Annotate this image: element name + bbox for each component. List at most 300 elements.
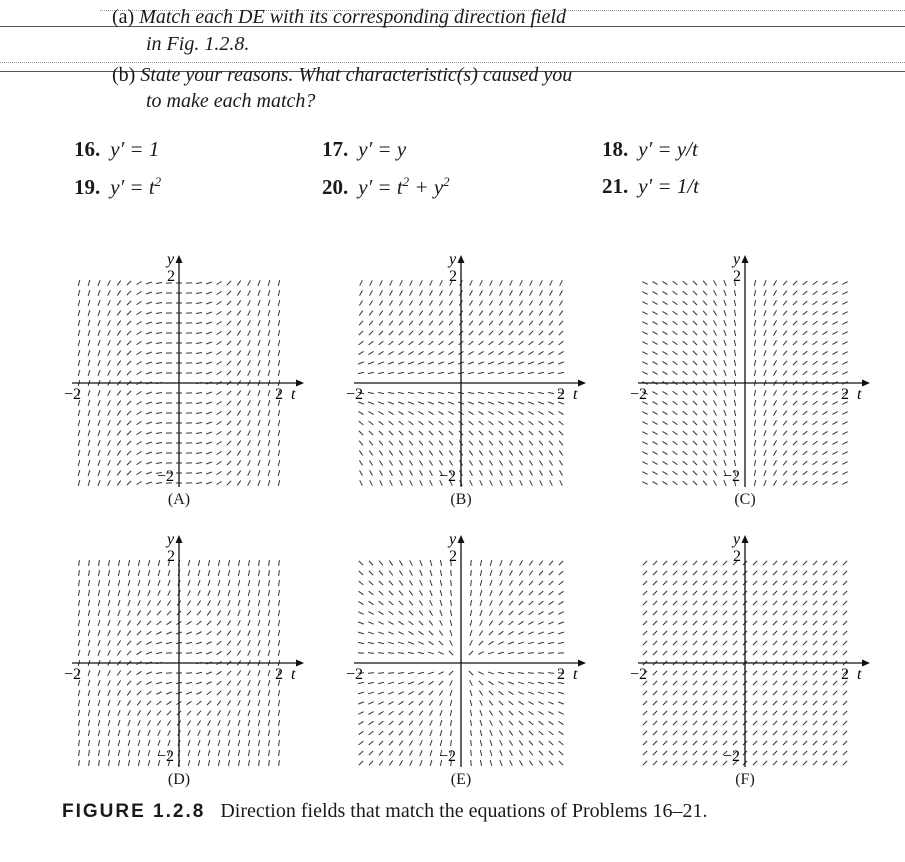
slope-segment bbox=[136, 471, 141, 474]
slope-segment bbox=[419, 701, 423, 705]
slope-segment bbox=[368, 411, 373, 414]
slope-segment bbox=[773, 571, 777, 575]
slope-segment bbox=[813, 301, 818, 304]
slope-segment bbox=[378, 702, 383, 705]
slope-segment bbox=[723, 601, 727, 605]
slope-segment bbox=[227, 671, 231, 675]
slope-segment bbox=[369, 591, 374, 595]
slope-segment bbox=[237, 311, 240, 316]
slope-segment bbox=[508, 402, 514, 404]
slope-segment bbox=[549, 761, 553, 765]
slope-segment bbox=[258, 330, 260, 336]
slope-segment bbox=[118, 580, 119, 586]
slope-segment bbox=[559, 591, 564, 594]
slope-segment bbox=[117, 291, 120, 296]
slope-segment bbox=[713, 300, 716, 305]
slope-segment bbox=[843, 711, 847, 715]
slope-segment bbox=[228, 750, 229, 756]
slope-segment bbox=[258, 620, 260, 626]
slope-segment bbox=[359, 731, 364, 734]
slope-segment bbox=[419, 441, 423, 446]
slope-segment bbox=[127, 311, 131, 315]
slope-segment bbox=[822, 351, 827, 354]
slope-segment bbox=[793, 351, 797, 355]
slope-segment bbox=[713, 340, 716, 345]
slope-segment bbox=[539, 581, 543, 585]
slope-segment bbox=[399, 581, 403, 586]
slope-segment bbox=[208, 750, 210, 756]
problem-17 bbox=[322, 137, 406, 162]
slope-segment bbox=[188, 580, 190, 586]
slope-segment bbox=[359, 751, 363, 755]
slope-segment bbox=[469, 651, 473, 655]
slope-segment bbox=[499, 611, 503, 616]
slope-segment bbox=[78, 600, 79, 606]
slope-segment bbox=[369, 561, 373, 565]
slope-segment bbox=[216, 291, 221, 294]
slope-segment bbox=[653, 701, 657, 705]
slope-segment bbox=[530, 470, 533, 475]
slope-segment bbox=[642, 482, 647, 485]
slope-segment bbox=[803, 731, 807, 735]
slope-segment bbox=[146, 312, 152, 314]
slope-segment bbox=[803, 611, 807, 615]
slope-segment bbox=[248, 300, 251, 305]
slope-segment bbox=[389, 341, 394, 345]
slope-segment bbox=[753, 631, 757, 635]
slope-segment bbox=[369, 321, 373, 326]
slope-segment bbox=[813, 741, 817, 745]
t-tick-label: −2 bbox=[346, 666, 364, 683]
slope-segment bbox=[803, 621, 807, 625]
slope-segment bbox=[268, 320, 270, 326]
slope-segment bbox=[478, 351, 483, 354]
slope-segment bbox=[480, 580, 481, 586]
slope-segment bbox=[518, 632, 523, 635]
slope-segment bbox=[207, 611, 211, 616]
slope-segment bbox=[388, 682, 394, 684]
slope-segment bbox=[399, 721, 403, 725]
slope-segment bbox=[196, 652, 202, 653]
slope-segment bbox=[258, 740, 259, 746]
slope-segment bbox=[843, 701, 847, 705]
slope-segment bbox=[390, 280, 393, 285]
slope-segment bbox=[783, 341, 787, 346]
slope-segment bbox=[136, 411, 141, 414]
slope-segment bbox=[429, 701, 433, 706]
slope-segment bbox=[813, 431, 818, 434]
slope-segment bbox=[388, 632, 394, 634]
slope-segment bbox=[673, 461, 678, 464]
slope-segment bbox=[88, 470, 90, 476]
slope-segment bbox=[420, 280, 423, 285]
slope-segment bbox=[418, 351, 423, 354]
slope-segment bbox=[88, 320, 90, 326]
slope-segment bbox=[146, 402, 152, 404]
slope-segment bbox=[653, 561, 657, 565]
slope-segment bbox=[643, 751, 647, 755]
slope-segment bbox=[713, 420, 716, 425]
slope-segment bbox=[258, 720, 259, 726]
slope-segment bbox=[399, 441, 403, 446]
slope-segment bbox=[117, 341, 120, 346]
slope-segment bbox=[408, 682, 414, 684]
slope-segment bbox=[208, 720, 211, 725]
slope-segment bbox=[206, 452, 212, 454]
slope-segment bbox=[127, 441, 131, 445]
slope-segment bbox=[187, 611, 191, 615]
slope-segment bbox=[803, 311, 808, 315]
slope-segment bbox=[408, 631, 413, 634]
slope-segment bbox=[269, 560, 270, 566]
slope-segment bbox=[763, 581, 767, 585]
slope-segment bbox=[369, 460, 372, 465]
slope-segment bbox=[793, 341, 797, 345]
slope-segment bbox=[216, 421, 221, 424]
slope-segment bbox=[228, 760, 229, 766]
slope-segment bbox=[813, 611, 817, 615]
slope-segment bbox=[693, 341, 697, 345]
slope-segment bbox=[128, 610, 131, 615]
slope-segment bbox=[238, 630, 241, 635]
slope-segment bbox=[108, 440, 111, 445]
slope-segment bbox=[196, 313, 202, 314]
slope-segment bbox=[559, 581, 564, 585]
slope-segment bbox=[519, 611, 524, 615]
slope-segment bbox=[278, 440, 279, 446]
slope-segment bbox=[278, 700, 279, 706]
slope-segment bbox=[813, 731, 817, 735]
slope-segment bbox=[724, 450, 726, 456]
slope-segment bbox=[500, 730, 503, 735]
slope-segment bbox=[843, 641, 847, 645]
slope-segment bbox=[823, 651, 827, 655]
slope-segment bbox=[409, 580, 412, 585]
slope-segment bbox=[559, 311, 562, 316]
slope-segment bbox=[754, 420, 755, 426]
slope-segment bbox=[146, 672, 152, 674]
slope-segment bbox=[400, 480, 403, 485]
slope-segment bbox=[117, 391, 120, 396]
slope-segment bbox=[469, 321, 473, 326]
slope-segment bbox=[498, 392, 504, 393]
slope-segment bbox=[471, 560, 472, 566]
slope-segment bbox=[480, 720, 482, 726]
slope-segment bbox=[713, 711, 717, 715]
slope-segment bbox=[216, 481, 221, 484]
slope-segment bbox=[268, 680, 270, 686]
slope-segment bbox=[489, 710, 492, 715]
slope-segment bbox=[538, 351, 543, 354]
slope-segment bbox=[98, 580, 99, 586]
slope-segment bbox=[389, 300, 392, 305]
slope-segment bbox=[429, 431, 433, 435]
slope-segment bbox=[703, 301, 707, 306]
slope-segment bbox=[843, 591, 847, 595]
slope-segment bbox=[450, 620, 451, 626]
slope-segment bbox=[216, 351, 221, 354]
slope-segment bbox=[439, 341, 444, 345]
problem-equation: y′ = 1/t bbox=[638, 174, 700, 198]
rule-2 bbox=[0, 62, 905, 63]
slope-segment bbox=[509, 341, 514, 345]
slope-segment bbox=[127, 471, 131, 475]
slope-segment bbox=[833, 651, 837, 655]
slope-segment bbox=[642, 412, 647, 415]
slope-segment bbox=[549, 431, 553, 435]
slope-segment bbox=[118, 700, 121, 705]
slope-segment bbox=[549, 331, 553, 335]
slope-segment bbox=[508, 411, 513, 414]
slope-segment bbox=[683, 281, 688, 285]
slope-segment bbox=[803, 471, 808, 475]
slope-segment bbox=[813, 621, 817, 625]
slope-segment bbox=[148, 730, 150, 736]
instruction-a-text: Match each DE with its corresponding direction field bbox=[139, 6, 566, 28]
slope-segment bbox=[379, 721, 384, 725]
slope-segment bbox=[490, 590, 492, 596]
slope-segment bbox=[793, 471, 797, 475]
slope-segment bbox=[186, 642, 192, 643]
slope-segment bbox=[713, 651, 717, 655]
slope-segment bbox=[833, 611, 837, 615]
slope-segment bbox=[539, 441, 543, 446]
slope-segment bbox=[216, 301, 221, 304]
slope-segment bbox=[208, 570, 210, 576]
slope-segment bbox=[268, 730, 269, 736]
slope-segment bbox=[673, 611, 677, 615]
slope-segment bbox=[137, 681, 142, 685]
slope-segment bbox=[653, 611, 657, 615]
slope-segment bbox=[783, 421, 787, 426]
slope-segment bbox=[490, 480, 493, 485]
slope-segment bbox=[248, 630, 250, 636]
slope-segment bbox=[693, 631, 697, 635]
slope-segment bbox=[428, 402, 434, 404]
slope-segment bbox=[378, 642, 384, 643]
slope-segment bbox=[519, 441, 523, 446]
slope-segment bbox=[206, 472, 212, 474]
slope-segment bbox=[663, 611, 667, 615]
slope-segment bbox=[793, 671, 797, 675]
slope-segment bbox=[146, 432, 152, 434]
slope-segment bbox=[480, 560, 481, 566]
slope-segment bbox=[652, 412, 657, 415]
slope-segment bbox=[88, 670, 90, 676]
slope-segment bbox=[207, 711, 211, 716]
slope-segment bbox=[237, 421, 240, 426]
slope-segment bbox=[428, 372, 434, 373]
slope-segment bbox=[500, 740, 503, 745]
slope-segment bbox=[399, 451, 402, 456]
slope-segment bbox=[419, 331, 423, 335]
slope-segment bbox=[652, 372, 657, 375]
slope-segment bbox=[237, 371, 240, 376]
slope-segment bbox=[734, 340, 735, 346]
slope-segment bbox=[499, 341, 504, 345]
slope-segment bbox=[764, 370, 766, 376]
slope-segment bbox=[278, 450, 279, 456]
slope-segment bbox=[813, 721, 817, 725]
slope-segment bbox=[642, 302, 647, 305]
slope-segment bbox=[369, 761, 373, 765]
slope-segment bbox=[822, 461, 827, 464]
t-axis-arrow bbox=[296, 660, 304, 667]
slope-segment bbox=[773, 440, 776, 445]
slope-segment bbox=[734, 450, 735, 456]
slope-segment bbox=[643, 631, 647, 635]
t-axis-arrow bbox=[862, 380, 870, 387]
slope-segment bbox=[764, 330, 766, 336]
t-tick-label: −2 bbox=[630, 386, 648, 403]
slope-segment bbox=[773, 410, 776, 415]
slope-segment bbox=[238, 690, 241, 695]
slope-segment bbox=[258, 470, 260, 476]
slope-segment bbox=[652, 362, 657, 365]
slope-segment bbox=[99, 760, 100, 766]
slope-segment bbox=[278, 640, 279, 646]
slope-segment bbox=[368, 702, 373, 704]
slope-segment bbox=[813, 421, 818, 424]
slope-segment bbox=[713, 480, 716, 485]
slope-segment bbox=[439, 300, 442, 305]
slope-segment bbox=[218, 580, 220, 586]
slope-segment bbox=[753, 571, 757, 575]
slope-segment bbox=[529, 741, 533, 746]
slope-segment bbox=[803, 321, 808, 325]
slope-segment bbox=[753, 581, 757, 585]
slope-segment bbox=[278, 480, 279, 486]
slope-segment bbox=[519, 581, 523, 586]
slope-segment bbox=[803, 751, 807, 755]
slope-segment bbox=[510, 470, 513, 475]
slope-segment bbox=[488, 372, 494, 373]
slope-segment bbox=[673, 471, 678, 474]
slope-segment bbox=[723, 571, 727, 575]
slope-segment bbox=[428, 672, 434, 674]
slope-segment bbox=[773, 671, 777, 675]
slope-segment bbox=[88, 650, 90, 656]
slope-segment bbox=[88, 390, 90, 396]
slope-segment bbox=[683, 601, 687, 605]
slope-segment bbox=[518, 682, 524, 684]
slope-segment bbox=[368, 392, 374, 393]
slope-segment bbox=[127, 671, 131, 675]
slope-segment bbox=[168, 740, 170, 746]
slope-segment bbox=[168, 580, 170, 586]
slope-segment bbox=[146, 322, 152, 324]
slope-segment bbox=[420, 470, 423, 475]
slope-segment bbox=[642, 442, 647, 445]
slope-segment bbox=[399, 701, 404, 704]
slope-segment bbox=[753, 611, 757, 615]
slope-segment bbox=[248, 340, 251, 345]
slope-segment bbox=[78, 300, 79, 306]
y-tick-label: 2 bbox=[167, 548, 175, 565]
slope-segment bbox=[793, 751, 797, 755]
slope-segment bbox=[470, 630, 472, 636]
slope-segment bbox=[713, 450, 716, 455]
slope-segment bbox=[538, 372, 544, 373]
slope-segment bbox=[662, 451, 667, 454]
slope-segment bbox=[470, 690, 472, 696]
slope-segment bbox=[713, 721, 717, 725]
slope-segment bbox=[693, 741, 697, 745]
slope-segment bbox=[673, 301, 678, 304]
slope-segment bbox=[217, 710, 220, 715]
slope-segment bbox=[823, 721, 827, 725]
slope-segment bbox=[559, 741, 564, 745]
slope-segment bbox=[146, 642, 151, 645]
slope-segment bbox=[529, 761, 532, 766]
slope-segment bbox=[662, 341, 667, 344]
slope-segment bbox=[429, 311, 432, 316]
slope-segment bbox=[733, 641, 737, 645]
slope-segment bbox=[539, 571, 543, 575]
slope-segment bbox=[410, 560, 413, 565]
slope-segment bbox=[248, 450, 251, 455]
slope-segment bbox=[440, 570, 441, 576]
slope-segment bbox=[238, 750, 239, 756]
slope-segment bbox=[783, 441, 787, 446]
slope-segment bbox=[538, 682, 544, 683]
slope-segment bbox=[528, 351, 533, 354]
slope-segment bbox=[468, 372, 474, 373]
slope-segment bbox=[683, 691, 687, 695]
slope-segment bbox=[418, 362, 424, 364]
slope-segment bbox=[500, 560, 502, 566]
slope-segment bbox=[833, 721, 837, 725]
slope-segment bbox=[713, 320, 716, 325]
slope-segment bbox=[663, 561, 667, 565]
slope-segment bbox=[98, 600, 99, 606]
slope-segment bbox=[548, 402, 554, 404]
slope-segment bbox=[378, 692, 384, 694]
slope-segment bbox=[823, 561, 827, 565]
slope-segment bbox=[693, 351, 697, 355]
slope-segment bbox=[138, 730, 140, 736]
slope-segment bbox=[227, 321, 231, 325]
slope-segment bbox=[540, 280, 543, 285]
slope-segment bbox=[268, 710, 269, 716]
slope-segment bbox=[196, 333, 202, 334]
slope-segment bbox=[773, 621, 777, 625]
slope-segment bbox=[187, 721, 190, 726]
slope-segment bbox=[500, 290, 503, 295]
exponent: 2 bbox=[154, 174, 162, 189]
slope-segment bbox=[470, 680, 473, 685]
slope-segment bbox=[248, 690, 250, 696]
slope-segment bbox=[158, 570, 160, 576]
slope-segment bbox=[793, 421, 797, 425]
slope-segment bbox=[843, 721, 847, 725]
slope-segment bbox=[713, 430, 716, 435]
direction-field-panel bbox=[64, 531, 296, 788]
slope-segment bbox=[268, 410, 270, 416]
slope-segment bbox=[98, 440, 100, 446]
slope-segment bbox=[237, 301, 240, 306]
slope-segment bbox=[378, 673, 384, 674]
slope-segment bbox=[518, 692, 523, 695]
slope-segment bbox=[208, 740, 210, 746]
slope-segment bbox=[78, 480, 79, 486]
slope-segment bbox=[89, 750, 90, 756]
slope-segment bbox=[683, 481, 688, 485]
slope-segment bbox=[238, 720, 240, 726]
slope-segment bbox=[248, 290, 251, 295]
slope-segment bbox=[489, 610, 492, 615]
slope-segment bbox=[216, 461, 221, 464]
